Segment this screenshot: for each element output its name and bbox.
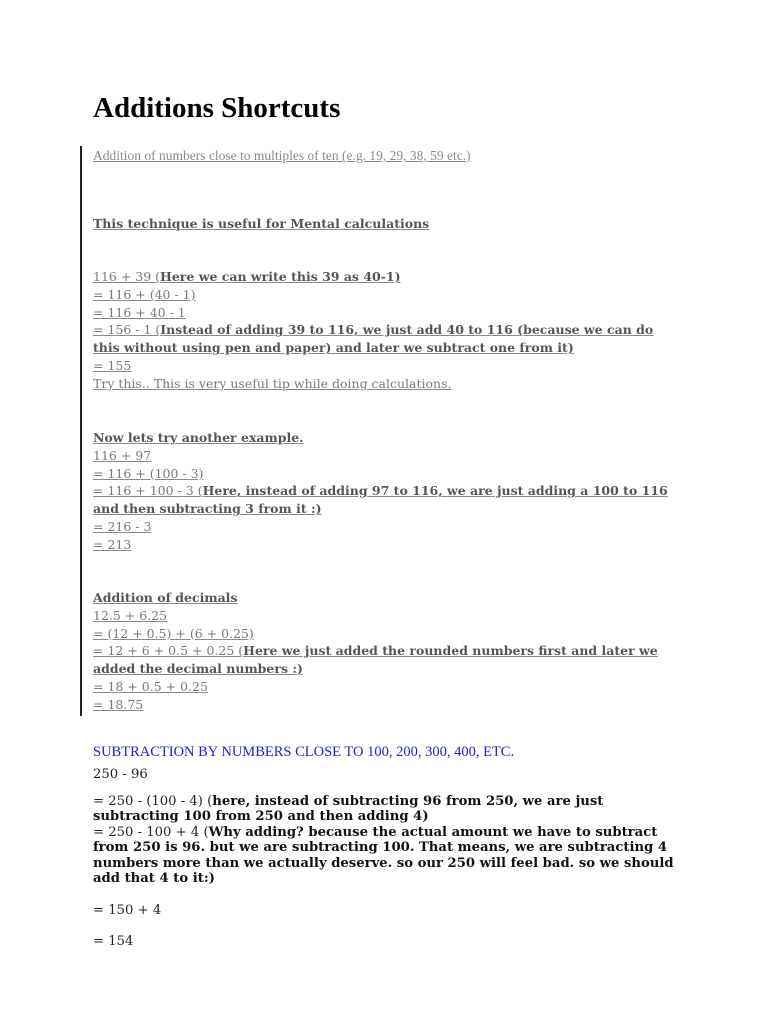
example-2-line-1: 116 + 97 [93,447,152,463]
example-1-line-4: = 156 - 1 (Instead of adding 39 to 116, we just add 40 to 116 (because we can do this without using pen and paper) and later we subtract one from it) [93,322,654,356]
intro-block [93,147,693,165]
example-1-line-1: 116 + 39 (Here we can write this 39 as 40-1) [93,269,401,284]
decimals-line-2: = (12 + 0.5) + (6 + 0.25) [93,625,254,641]
example-1-line-2: = 116 + (40 - 1) [93,286,196,302]
decimals-line-4: = 18 + 0.5 + 0.25 [93,678,208,694]
example-1-line-5: = 155 [93,357,132,373]
subtraction-line-5: = 154 [93,934,134,949]
decimals-heading: Addition of decimals [93,590,238,605]
decimals-line-5: = 18.75 [93,696,144,712]
example-2-line-4: = 216 - 3 [93,518,152,534]
example-2-line-2: = 116 + (100 - 3) [93,465,204,481]
subtraction-heading: SUBTRACTION BY NUMBERS CLOSE TO 100, 200, 300, 400, ETC. [93,744,515,760]
example-1-line-6: Try this.. This is very useful tip while doing calculations. [93,375,452,391]
quote-bar [80,146,82,716]
page-title: Additions Shortcuts [93,92,341,124]
subtraction-line-1: 250 - 96 [93,767,148,782]
technique-note: This technique is useful for Mental calculations [93,216,430,231]
decimals-example [93,589,693,714]
subtraction-line-4: = 150 + 4 [93,903,162,918]
subtraction-line-2: = 250 - (100 - 4) (here, instead of subtracting 96 from 250, we are just subtracting 100 from 250 and then adding 4) [93,794,604,825]
intro-text: Addition of numbers close to multiples of ten (e.g. 19, 29, 38, 59 etc.) [93,148,471,163]
subtraction-line-3: = 250 - 100 + 4 (Why adding? because the actual amount we have to subtract from 250 is 96. but we are subtracting 100. That means, we are subtracting 4 numbers more than we actually deserve. so our 250 will feel bad. so we should add that 4 to it:) [93,825,674,887]
example-2 [93,429,693,554]
example-2-line-3: = 116 + 100 - 3 (Here, instead of adding 97 to 116, we are just adding a 100 to 116 and then subtracting 3 from it :) [93,483,668,517]
example-1-line-3: = 116 + 40 - 1 [93,304,186,320]
decimals-line-1: 12.5 + 6.25 [93,607,168,623]
example-1 [93,268,693,393]
technique-block [93,215,693,233]
example-2-line-5: = 213 [93,536,132,552]
example-2-heading: Now lets try another example. [93,430,304,445]
decimals-line-3: = 12 + 6 + 0.5 + 0.25 (Here we just added the rounded numbers first and later we added the decimal numbers :) [93,643,658,677]
